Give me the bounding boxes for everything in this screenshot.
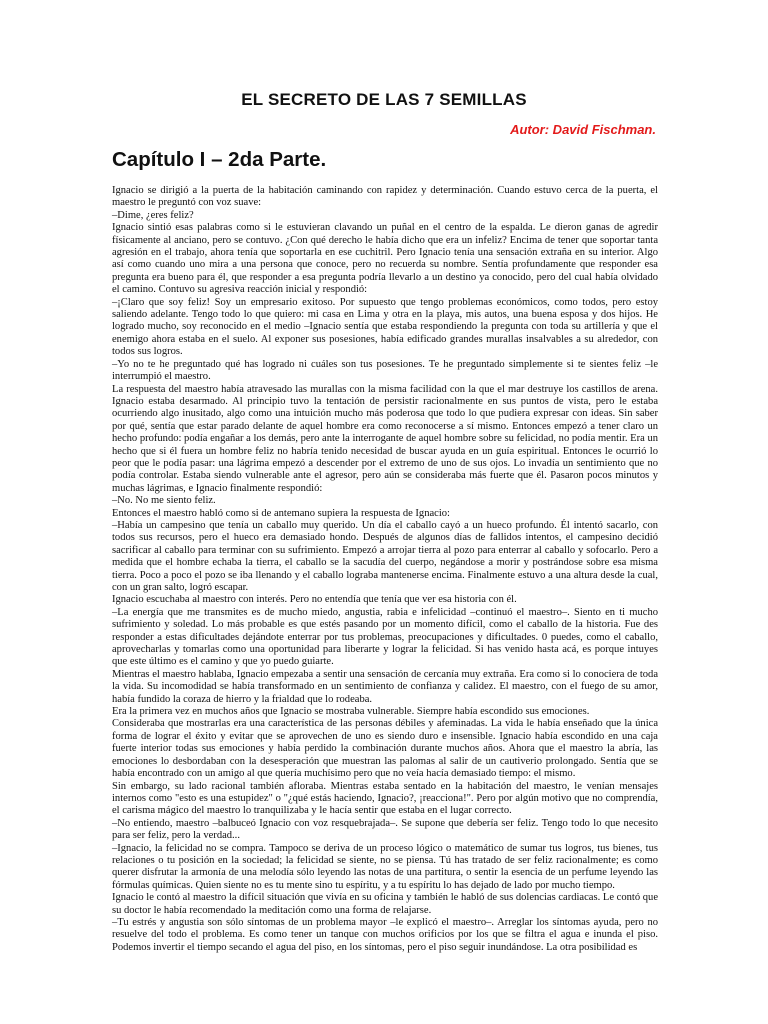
paragraph: –Yo no te he preguntado qué has logrado ni cuáles son tus posesiones. Te he preguntado simplemente si te sientes feliz –le interrumpió el maestro. xyxy=(112,358,658,383)
paragraph: Era la primera vez en muchos años que Ignacio se mostraba vulnerable. Siempre había escondido sus emociones. xyxy=(112,706,590,718)
paragraph: Mientras el maestro hablaba, Ignacio empezaba a sentir una sensación de cercanía muy extraña. Era como si lo conociera de toda la vida. Su incomodidad se había transformado en un sentimiento de confianza y calidez. El maestro, con el fuego de su amor, había fundido la coraza de hierro y la frialdad que lo rodeaba. xyxy=(112,668,658,705)
chapter-heading: Capítulo I – 2da Parte. xyxy=(112,148,327,171)
paragraph: Sin embargo, su lado racional también afloraba. Mientras estaba sentado en la habitación del maestro, le venían mensajes internos como "esto es una estupidez" o "¿qué estás haciendo, Ignacio?, ¡reacciona!". Pero por algún motivo que no comprendía, el carisma mágico del maestro lo tranquilizaba y le hacía sentir que estaba en el lugar correcto. xyxy=(112,780,658,817)
paragraph: –¡Claro que soy feliz! Soy un empresario exitoso. Por supuesto que tengo problemas económicos, como todos, pero estoy saliendo adelante. Tengo todo lo que quiero: mi casa en Lima y otra en la playa, mis autos, una buena esposa y dos hijos. He logrado mucho, soy reconocido en el medio –Ignacio sentía que estaba respondiendo la pregunta con toda su artillería y que el enemigo ahora estaba en el suelo. Al exponer sus posesiones, había edificado grandes murallas insalvables a su alrededor, con todos sus logros. xyxy=(112,296,658,358)
paragraph: Consideraba que mostrarlas era una característica de las personas débiles y afeminadas. La vida le había enseñado que la única forma de lograr el éxito y evitar que se aprovechen de uno es siendo duro e insensible. Ignacio había escondido en una caja fuerte interior todas sus emociones y había perdido la combinación durante muchos años. Ahora que el maestro la abría, las emociones lo desbordaban con la desesperación que muestran las palomas al salir de un cautiverio prolongado. Sentía que se había encontrado con un amigo al que quería muchísimo pero que no veía hacía demasiado tiempo: el mismo. xyxy=(112,718,658,780)
document-author: Autor: David Fischman. xyxy=(510,122,656,137)
paragraph: Entonces el maestro habló como si de antemano supiera la respuesta de Ignacio: xyxy=(112,507,450,519)
paragraph: –La energía que me transmites es de mucho miedo, angustia, rabia e infelicidad –continuó el maestro–. Siento en ti mucho sufrimiento y soledad. Lo más probable es que estés pasando por un momento difícil, como el caballo de la historia. Fue des responder a estas dificultades dejándote enterrar por tus problemas, preocupaciones y dificultades. 0 puedes, como el caballo, aprovecharlas y tomarlas como una oportunidad para liberarte y lograr la felicidad. Si has venido hasta acá, es porque intuyes que este último es el camino y que yo puedo guiarte. xyxy=(112,606,658,668)
paragraph: La respuesta del maestro había atravesado las murallas con la misma facilidad con la que el mar destruye los castillos de arena. Ignacio estaba desarmado. Al principio tuvo la tentación de persistir racionalmente en sus puntos de vista, pero le estaba ocurriendo algo inusitado, algo como una intuición mucho más poderosa que todo lo que pudiera expresar con ideas. Sin saber por qué, sentía que estar parado delante de aquel hombre era como reconocerse a sí mismo. Entonces empezó a tener claro un hecho profundo: podía engañar a los demás, pero ante la interrogante de aquel hombre sobre su felicidad, no podía mentir. Era un hecho que si él fuera un hombre feliz no habría tenido necesidad de buscar ayuda en un guía espiritual. Entonces le ocurrió lo peor que le podía pasar: una lágrima empezó a descender por el extremo de uno de sus ojos. Lo invadía un sentimiento que no podía controlar. Estaba siendo vulnerable ante el agresor, pero aún se consideraba más fuerte que él. Pasaron pocos minutos y muchas lágrimas, e Ignacio finalmente respondió: xyxy=(112,383,658,494)
paragraph: Ignacio escuchaba al maestro con interés. Pero no entendía que tenía que ver esa historia con él. xyxy=(112,594,517,606)
paragraph: –No entiendo, maestro –balbuceó Ignacio con voz resquebrajada–. Se supone que debería ser feliz. Tengo todo lo que necesito para ser feliz, pero la verdad... xyxy=(112,817,658,842)
paragraph: –Tu estrés y angustia son sólo síntomas de un problema mayor –le explicó el maestro–. Arreglar los síntomas ayuda, pero no resuelve del todo el problema. Es como tener un tanque con muchos orificios por los que se filtra el agua e inunda el piso. Podemos invertir el tiempo secando el agua del piso, en los síntomas, pero el piso seguir inundándose. La otra posibilidad es xyxy=(112,916,658,953)
paragraph: Ignacio sintió esas palabras como si le estuvieran clavando un puñal en el centro de la espalda. Le dieron ganas de agredir físicamente al anciano, pero se contuvo. ¿Con qué derecho le había dicho que era un infeliz? Encima de tener que soportar tanta agresión en el trabajo, ahora tenía que soportarla en ese cuchitril. Pero Ignacio tenía una sensación extraña en su interior. Algo así como cuando uno mira a una persona que conoce, pero no recuerda su nombre. Sentía profundamente que responder esa pregunta era bueno para él, que responder a esa pregunta podría llevarlo a un destino ya conocido, pero del cual había olvidado el camino. Contuvo su agresiva reacción inicial y respondió: xyxy=(112,222,658,296)
paragraph: Ignacio le contó al maestro la difícil situación que vivía en su oficina y también le habló de sus dolencias cardiacas. Le contó que su doctor le había recomendado la meditación como una forma de relajarse. xyxy=(112,892,658,916)
paragraph: –Ignacio, la felicidad no se compra. Tampoco se deriva de un proceso lógico o matemático de sumar tus logros, tus bienes, tus relaciones o tu posición en la sociedad; la felicidad se siente, no se piensa. Tú has tratado de ser feliz racionalmente; es como querer disfrutar la armonía de una melodía sólo leyendo las notas de una partitura, o sentir la esencia de un perfume leyendo las fórmulas químicas. Quien siente no es tu mente sino tu espíritu, y a tu espíritu lo has dejado de lado por mucho tiempo. xyxy=(112,842,658,891)
paragraph: –No. No me siento feliz. xyxy=(112,495,216,507)
paragraph: –Dime, ¿eres feliz? xyxy=(112,209,194,221)
paragraph: Ignacio se dirigió a la puerta de la habitación caminando con rapidez y determinación. Cuando estuvo cerca de la puerta, el maestro le preguntó con voz suave: xyxy=(112,185,658,209)
document-body xyxy=(112,185,658,954)
document-title: EL SECRETO DE LAS 7 SEMILLAS xyxy=(241,90,527,109)
paragraph: –Había un campesino que tenía un caballo muy querido. Un día el caballo cayó a un hueco profundo. Él intentó sacarlo, con todos sus recursos, pero el hueco era demasiado hondo. Después de algunos días de fallidos intentos, el campesino decidió sacrificar al caballo para terminar con su sufrimiento. Empezó a arrojar tierra al pozo para enterrar al caballo y sofocarlo. Pero a medida que el hombre echaba la tierra, el caballo se la sacudía del cuerpo, negándose a morir y postrándose sobre esa misma tierra. Poco a poco el pozo se iba llenando y el caballo lograba mantenerse encima. Finalmente estuvo a una altura desde la cual, con un gran salto, logró escapar. xyxy=(112,519,658,593)
